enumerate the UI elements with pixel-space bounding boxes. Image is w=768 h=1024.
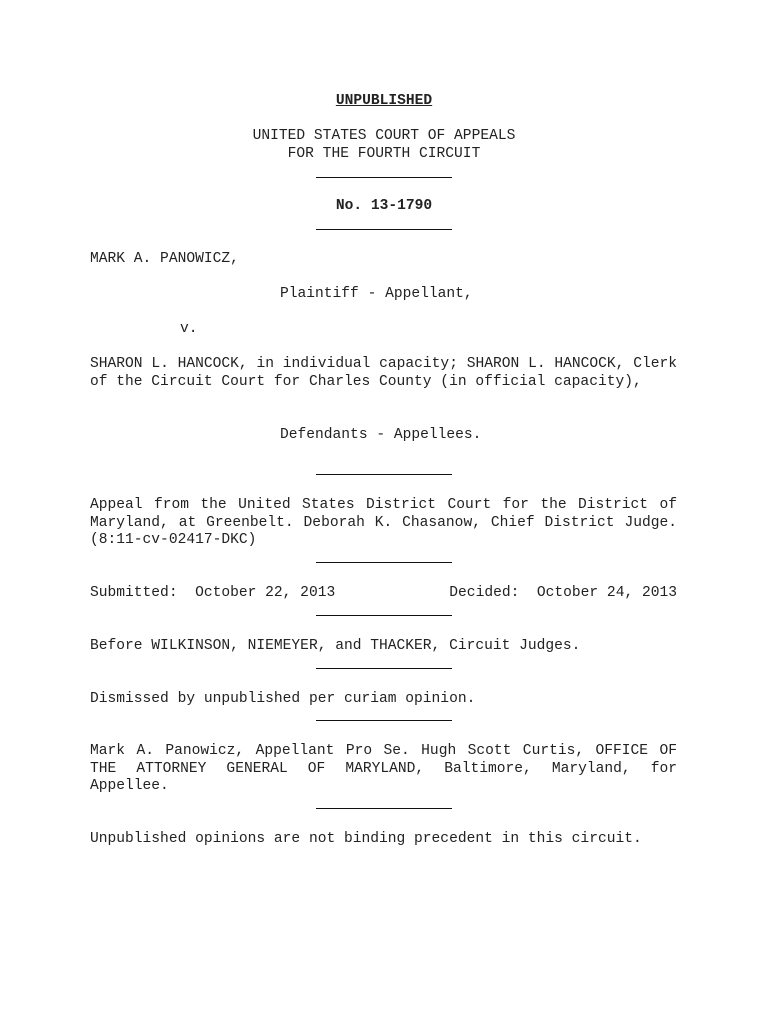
submitted-date: Submitted: October 22, 2013 [90,585,336,601]
plaintiff-role: Plaintiff - Appellant, [280,286,473,302]
dates-row [90,585,677,603]
plaintiff-name: MARK A. PANOWICZ, [90,251,239,267]
unpublished-notice: Unpublished opinions are not binding precedent in this circuit. [90,831,642,847]
disposition: Dismissed by unpublished per curiam opinion. [90,691,476,707]
divider-rule [316,562,452,563]
divider-rule [316,720,452,721]
divider-rule [316,474,452,475]
divider-rule [316,229,452,230]
divider-rule [316,808,452,809]
case-number: No. 13-1790 [335,198,433,214]
versus: v. [180,321,198,337]
counsel-listing: Mark A. Panowicz, Appellant Pro Se. Hugh Scott Curtis, OFFICE OF THE ATTORNEY GENERAL OF MARYLAND, Baltimore, Maryland, for Appellee. [90,743,677,794]
court-name-line1: UNITED STATES COURT OF APPEALS [252,128,516,144]
divider-rule [316,177,452,178]
unpublished-heading: UNPUBLISHED [335,93,433,109]
divider-rule [316,668,452,669]
appeal-source: Appeal from the United States District Court for the District of Maryland, at Greenbelt. Deborah K. Chasanow, Chief District Judge. (8:11-cv-02417-DKC) [90,497,677,548]
defendants-names: SHARON L. HANCOCK, in individual capacity; SHARON L. HANCOCK, Clerk of the Circuit Court for Charles County (in official capacity), [90,356,677,390]
divider-rule [316,615,452,616]
defendants-role: Defendants - Appellees. [280,427,482,443]
court-name-line2: FOR THE FOURTH CIRCUIT [287,146,481,162]
decided-date: Decided: October 24, 2013 [449,585,677,601]
panel-judges: Before WILKINSON, NIEMEYER, and THACKER, Circuit Judges. [90,638,581,654]
